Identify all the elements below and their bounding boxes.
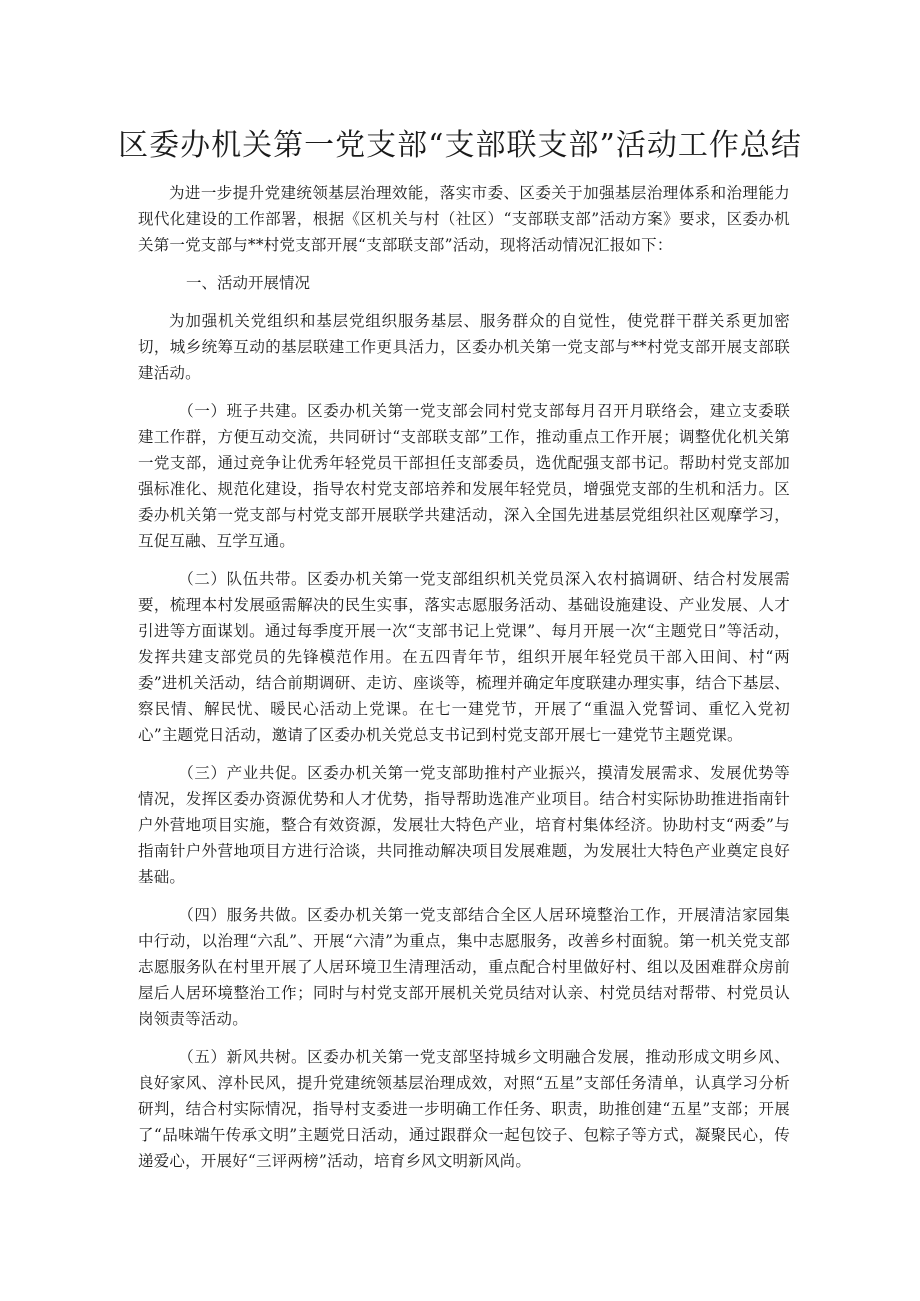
document-body: [138, 180, 790, 1186]
document-title: 区委办机关第一党支部“支部联支部”活动工作总结: [118, 128, 802, 163]
section-heading: 一、活动开展情况: [186, 274, 311, 292]
item-paragraph-new-customs: （五）新风共树。区委办机关第一党支部坚持城乡文明融合发展，推动形成文明乡风、良好家风、淳朴民风，提升党建统领基层治理成效，对照“五星”支部任务清单，认真学习分析研判，结合村实际情况，指导村支委进一步明确工作任务、职责，助推创建“五星”支部；开展了“品味端午传承文明”主题党日活动，通过跟群众一起包饺子、包粽子等方式，凝聚民心，传递爱心，开展好“三评两榜”活动，培育乡风文明新风尚。: [138, 1048, 790, 1170]
item-paragraph-service: （四）服务共做。区委办机关第一党支部结合全区人居环境整治工作，开展清洁家园集中行动，以治理“六乱”、开展“六清”为重点，集中志愿服务，改善乡村面貌。第一机关党支部志愿服务队在村里开展了人居环境卫生清理活动，重点配合村里做好村、组以及困难群众房前屋后人居环境整治工作；同时与村党支部开展机关党员结对认亲、村党员结对帮带、村党员认岗领责等活动。: [138, 906, 790, 1028]
item-paragraph-industry: （三）产业共促。区委办机关第一党支部助推村产业振兴，摸清发展需求、发展优势等情况，发挥区委办资源优势和人才优势，指导帮助选准产业项目。结合村实际协助推进指南针户外营地项目实施，整合有效资源，发展壮大特色产业，培育村集体经济。协助村支“两委”与指南针户外营地项目方进行洽谈，共同推动解决项目发展难题，为发展壮大特色产业奠定良好基础。: [138, 764, 790, 886]
intro-paragraph: 为进一步提升党建统领基层治理效能，落实市委、区委关于加强基层治理体系和治理能力现代化建设的工作部署，根据《区机关与村（社区）“支部联支部”活动方案》要求，区委办机关第一党支部与**村党支部开展“支部联支部”活动，现将活动情况汇报如下：: [138, 184, 790, 254]
item-paragraph-team-building: （一）班子共建。区委办机关第一党支部会同村党支部每月召开月联络会，建立支委联建工作群，方便互动交流，共同研讨“支部联支部”工作，推动重点工作开展；调整优化机关第一党支部，通过竞争让优秀年轻党员干部担任支部委员，选优配强支部书记。帮助村党支部加强标准化、规范化建设，指导农村党支部培养和发展年轻党员，增强党支部的生机和活力。区委办机关第一党支部与村党支部开展联学共建活动，深入全国先进基层党组织社区观摩学习，互促互融、互学互通。: [138, 402, 790, 550]
section-intro-paragraph: 为加强机关党组织和基层党组织服务基层、服务群众的自觉性，使党群干群关系更加密切，城乡统筹互动的基层联建工作更具活力，区委办机关第一党支部与**村党支部开展支部联建活动。: [138, 312, 790, 382]
item-paragraph-team-leading: （二）队伍共带。区委办机关第一党支部组织机关党员深入农村搞调研、结合村发展需要，梳理本村发展亟需解决的民生实事，落实志愿服务活动、基础设施建设、产业发展、人才引进等方面谋划。通过每季度开展一次“支部书记上党课”、每月开展一次“主题党日”等活动，发挥共建支部党员的先锋模范作用。在五四青年节，组织开展年轻党员干部入田间、村“两委”进机关活动，结合前期调研、走访、座谈等，梳理并确定年度联建办理实事，结合下基层、察民情、解民忧、暖民心活动上党课。在七一建党节，开展了“重温入党誓词、重忆入党初心”主题党日活动，邀请了区委办机关党总支书记到村党支部开展七一建党节主题党课。: [138, 570, 790, 744]
